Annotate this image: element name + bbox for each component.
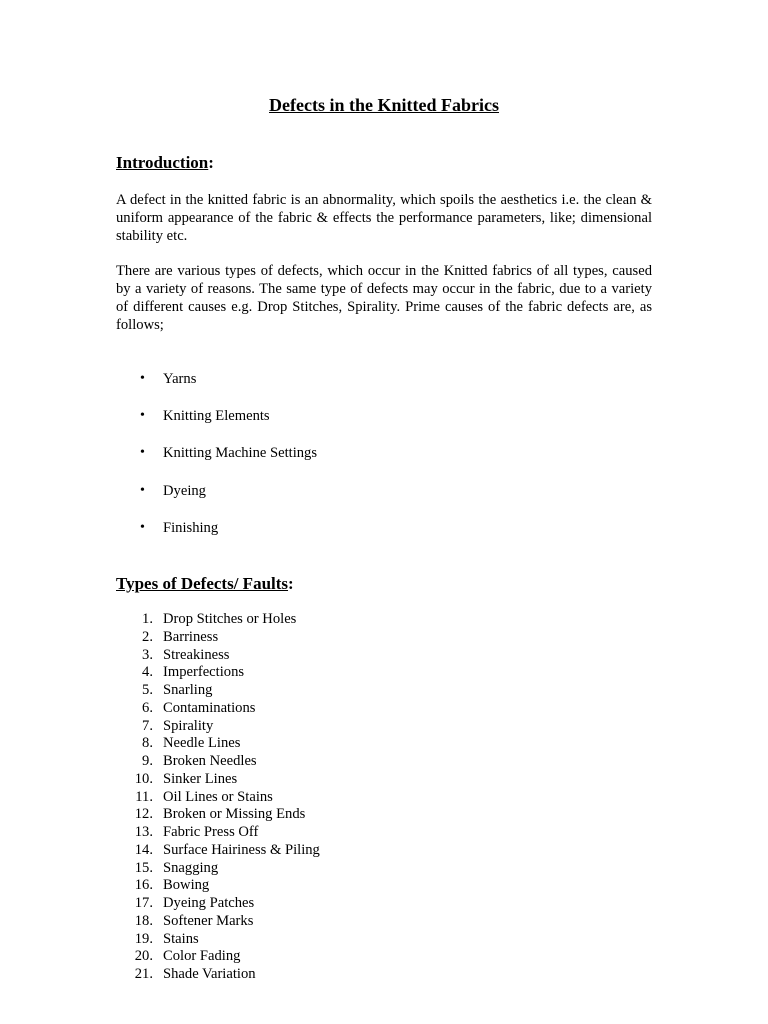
defect-number: 14. [134, 841, 153, 858]
defect-number: 13. [134, 824, 153, 840]
defect-label: Broken Needles [163, 753, 257, 769]
introduction-heading-text: Introduction [116, 153, 209, 172]
defect-number: 15. [134, 859, 153, 876]
list-item [116, 647, 320, 665]
defect-number: 1. [142, 611, 153, 627]
intro-paragraph-2: There are various types of defects, which occur in the Knitted fabrics of all types, caused by a variety of reasons. The same type of defects may occur in the fabric, due to a variety of different causes e.g. Drop Stitches, Spirality. Prime causes of the fabric defects are, as follows; [116, 263, 652, 333]
defect-label: Broken or Missing Ends [163, 806, 306, 823]
defect-number: 6. [142, 699, 153, 716]
list-item [116, 682, 320, 700]
defect-label: Streakiness [163, 646, 230, 663]
defect-number: 21. [134, 966, 153, 982]
defect-number: 18. [134, 912, 153, 929]
cause-label: Yarns [163, 371, 197, 387]
list-item [116, 753, 320, 771]
bullet-icon: • [140, 408, 145, 424]
bullet-icon: • [140, 519, 145, 535]
defect-label: Barriness [163, 628, 219, 645]
defect-number: 11. [135, 788, 153, 805]
defect-number: 4. [142, 664, 153, 681]
defect-label: Fabric Press Off [163, 824, 259, 840]
document-title: Defects in the Knitted Fabrics [269, 95, 499, 115]
cause-label: Dyeing [163, 482, 206, 499]
defect-label: Softener Marks [163, 912, 254, 929]
list-item [116, 842, 320, 860]
list-item [116, 519, 317, 556]
defect-label: Snagging [163, 859, 219, 876]
list-item [116, 966, 320, 984]
defect-number: 3. [142, 646, 153, 663]
list-item [116, 860, 320, 878]
defect-label: Drop Stitches or Holes [163, 611, 297, 627]
list-item [116, 611, 320, 629]
defect-number: 9. [142, 753, 153, 769]
defect-number: 10. [134, 770, 153, 787]
defect-label: Contaminations [163, 699, 256, 716]
list-item [116, 735, 320, 753]
list-item [116, 948, 320, 966]
defect-label: Shade Variation [163, 966, 256, 982]
defect-label: Dyeing Patches [163, 895, 255, 911]
causes-list [116, 370, 317, 556]
defect-label: Sinker Lines [163, 770, 238, 787]
defect-label: Snarling [163, 682, 213, 698]
list-item [116, 824, 320, 842]
defect-label: Stains [163, 930, 199, 947]
bullet-icon: • [140, 371, 145, 386]
list-item [116, 895, 320, 913]
list-item [116, 482, 317, 519]
list-item [116, 913, 320, 931]
list-item [116, 407, 317, 444]
list-item [116, 806, 320, 824]
list-item [116, 444, 317, 481]
introduction-heading [116, 152, 214, 174]
defect-number: 12. [134, 806, 153, 823]
list-item [116, 931, 320, 949]
defect-number: 20. [134, 948, 153, 965]
introduction-heading-colon: : [208, 153, 214, 172]
defect-number: 19. [134, 930, 153, 947]
defect-number: 5. [142, 682, 153, 698]
defect-number: 16. [134, 877, 153, 894]
types-heading [116, 573, 294, 595]
defect-label: Spirality [163, 717, 214, 734]
list-item [116, 718, 320, 736]
defects-list [116, 611, 320, 984]
list-item [116, 877, 320, 895]
types-heading-text: Types of Defects/ Faults [116, 574, 289, 593]
list-item [116, 789, 320, 807]
cause-label: Knitting Elements [163, 408, 270, 425]
types-heading-colon: : [288, 574, 294, 593]
list-item [116, 629, 320, 647]
bullet-icon: • [140, 445, 145, 461]
defect-label: Bowing [163, 877, 210, 894]
defect-label: Needle Lines [163, 735, 241, 752]
cause-label: Finishing [163, 519, 219, 536]
defect-label: Surface Hairiness & Piling [163, 841, 320, 858]
defect-label: Oil Lines or Stains [163, 788, 273, 805]
defect-label: Imperfections [163, 664, 245, 681]
list-item [116, 771, 320, 789]
defect-number: 17. [134, 895, 153, 911]
defect-number: 8. [142, 735, 153, 752]
defect-label: Color Fading [163, 948, 241, 965]
defect-number: 2. [142, 628, 153, 645]
intro-paragraph-1: A defect in the knitted fabric is an abnormality, which spoils the aesthetics i.e. the clean & uniform appearance of the fabric & effects the performance parameters, like; dimensional stability etc. [116, 192, 652, 244]
defect-number: 7. [142, 717, 153, 734]
list-item [116, 370, 317, 407]
bullet-icon: • [140, 482, 145, 498]
list-item [116, 700, 320, 718]
list-item [116, 664, 320, 682]
cause-label: Knitting Machine Settings [163, 445, 318, 462]
